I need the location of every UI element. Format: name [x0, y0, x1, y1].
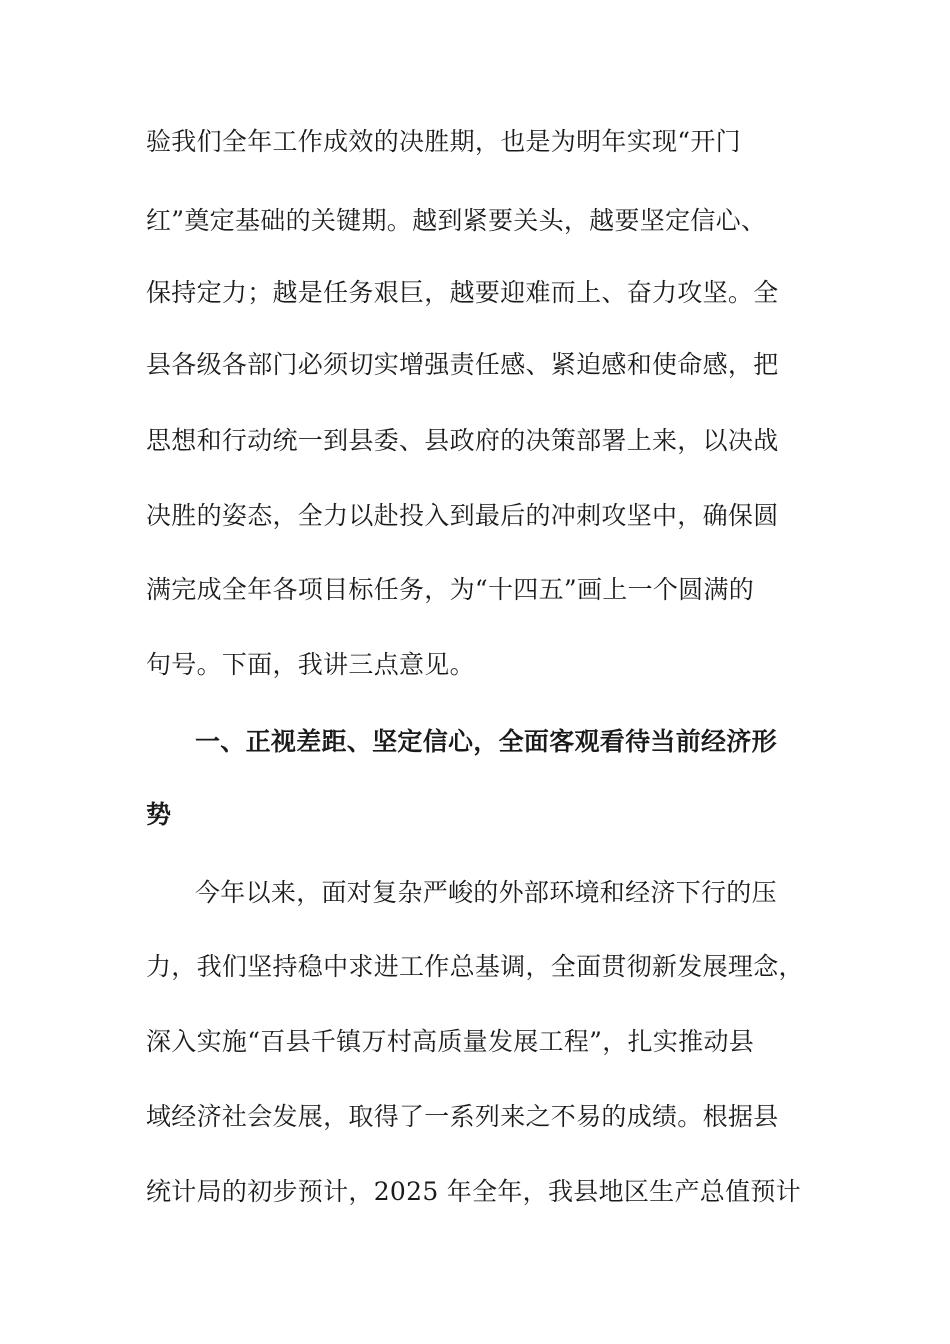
intro-line-5: 思想和行动统一到县委、县政府的决策部署上来，以决战 — [146, 426, 779, 455]
para2-line-3: 深入实施“百县千镇万村高质量发展工程”，扎实推动县 — [146, 1027, 755, 1056]
intro-line-8: 句号。下面，我讲三点意见。 — [146, 650, 475, 679]
intro-line-2: 红”奠定基础的关键期。越到紧要关头，越要坚定信心、 — [146, 206, 767, 235]
para2-line-4: 域经济社会发展，取得了一系列来之不易的成绩。根据县 — [146, 1102, 779, 1131]
para2-line-1: 今年以来，面对复杂严峻的外部环境和经济下行的压 — [195, 878, 777, 907]
para2-line-2: 力，我们坚持稳中求进工作总基调，全面贯彻新发展理念， — [146, 952, 804, 981]
intro-line-1: 验我们全年工作成效的决胜期，也是为明年实现“开门 — [146, 127, 741, 156]
section-heading-line-2: 势 — [146, 800, 172, 829]
section-heading-line-1: 一、正视差距、坚定信心，全面客观看待当前经济形 — [195, 727, 777, 756]
intro-line-3: 保持定力；越是任务艰巨，越要迎难而上、奋力攻坚。全 — [146, 278, 779, 307]
intro-line-6: 决胜的姿态，全力以赴投入到最后的冲刺攻坚中，确保圆 — [146, 501, 779, 530]
para2-line-5: 统计局的初步预计，2025 年全年，我县地区生产总值预计 — [146, 1177, 801, 1206]
intro-line-7: 满完成全年各项目标任务，为“十四五”画上一个圆满的 — [146, 575, 755, 604]
intro-line-4: 县各级各部门必须切实增强责任感、紧迫感和使命感，把 — [146, 350, 779, 379]
